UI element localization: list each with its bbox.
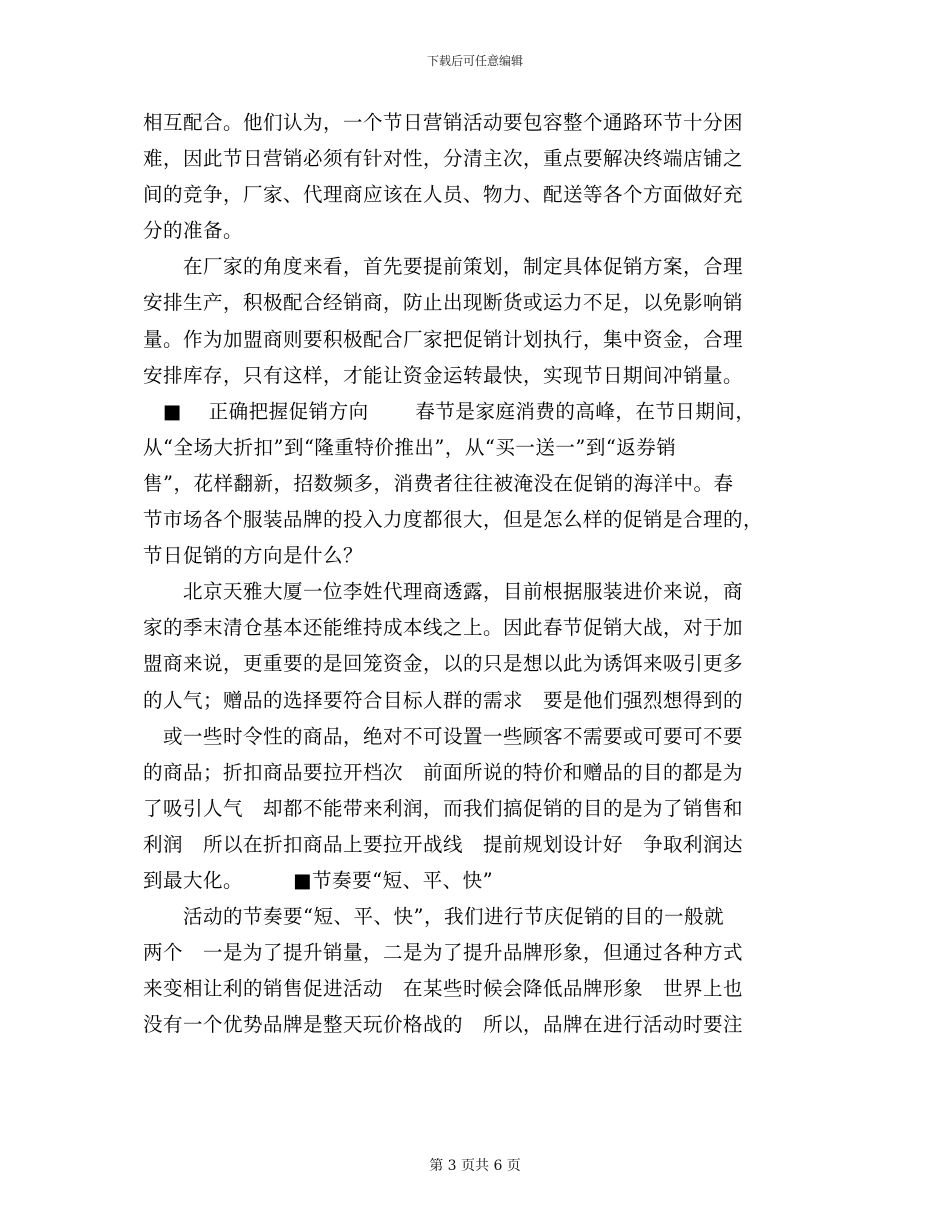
text-line: 两个 一是为了提升销量，二是为了提升品牌形象，但通过各种方式 (143, 941, 744, 965)
text-line: 的人气；赠品的选择要符合目标人群的需求 要是他们强烈想得到的 (143, 688, 744, 712)
document-body (143, 105, 813, 1043)
text-line: 分的准备。 (143, 219, 244, 243)
text-line: 利润 所以在折扣商品上要拉开战线 提前规划设计好 争取利润达 (143, 832, 744, 856)
text-line: 或一些时令性的商品，绝对不可设置一些顾客不需要或可要可不要 (143, 724, 744, 748)
text-line: 安排库存，只有这样，才能让资金运转最快，实现节日期间冲销量。 (143, 363, 744, 387)
text-line: 相互配合。他们认为，一个节日营销活动要包容整个通路环节十分困 (143, 111, 744, 134)
text-line: 售”，花样翻新，招数频多，消费者往往被淹没在促销的海洋中。春 (143, 471, 734, 495)
text-line: ■ 正确把握促销方向 春节是家庭消费的高峰，在节日期间， (143, 399, 756, 423)
text-line: 难，因此节日营销必须有针对性，分清主次，重点要解决终端店铺之 (143, 147, 744, 171)
text-line: 安排生产，积极配合经销商，防止出现断货或运力不足，以免影响销 (143, 291, 744, 315)
text-line: 家的季末清仓基本还能维持成本线之上。因此春节促销大战，对于加 (143, 616, 744, 640)
text-line: 节日促销的方向是什么？ (143, 544, 364, 568)
text-line: 在厂家的角度来看，首先要提前策划，制定具体促销方案，合理 (143, 255, 744, 279)
text-line: 到最大化。 ■节奏要“短、平、快” (143, 868, 494, 892)
text-line: 的商品；折扣商品要拉开档次 前面所说的特价和赠品的目的都是为 (143, 760, 744, 784)
text-line: 从“全场大折扣”到“隆重特价推出”，从“买一送一”到“返券销 (143, 435, 677, 459)
text-line: 盟商来说，更重要的是回笼资金，以的只是想以此为诱饵来吸引更多 (143, 652, 744, 676)
text-line: 活动的节奏要“短、平、快”，我们进行节庆促销的目的一般就 (143, 905, 724, 929)
text-line: 没有一个优势品牌是整天玩价格战的 所以，品牌在进行活动时要注 (143, 1013, 744, 1037)
text-line: 来变相让利的销售促进活动 在某些时候会降低品牌形象 世界上也 (143, 977, 744, 1001)
text-line: 量。作为加盟商则要积极配合厂家把促销计划执行，集中资金，合理 (143, 327, 744, 351)
text-line: 节市场各个服装品牌的投入力度都很大，但是怎么样的促销是合理的， (143, 508, 764, 532)
text-line: 了吸引人气 却都不能带来利润，而我们搞促销的目的是为了销售和 (143, 796, 744, 820)
page-number: 第 3 页共 6 页 (429, 1158, 521, 1174)
text-line: 北京天雅大厦一位李姓代理商透露，目前根据服装进价来说，商 (143, 580, 744, 604)
page-header: 下载后可任意编辑 (426, 54, 523, 68)
text-line: 间的竞争，厂家、代理商应该在人员、物力、配送等各个方面做好充 (143, 183, 744, 207)
